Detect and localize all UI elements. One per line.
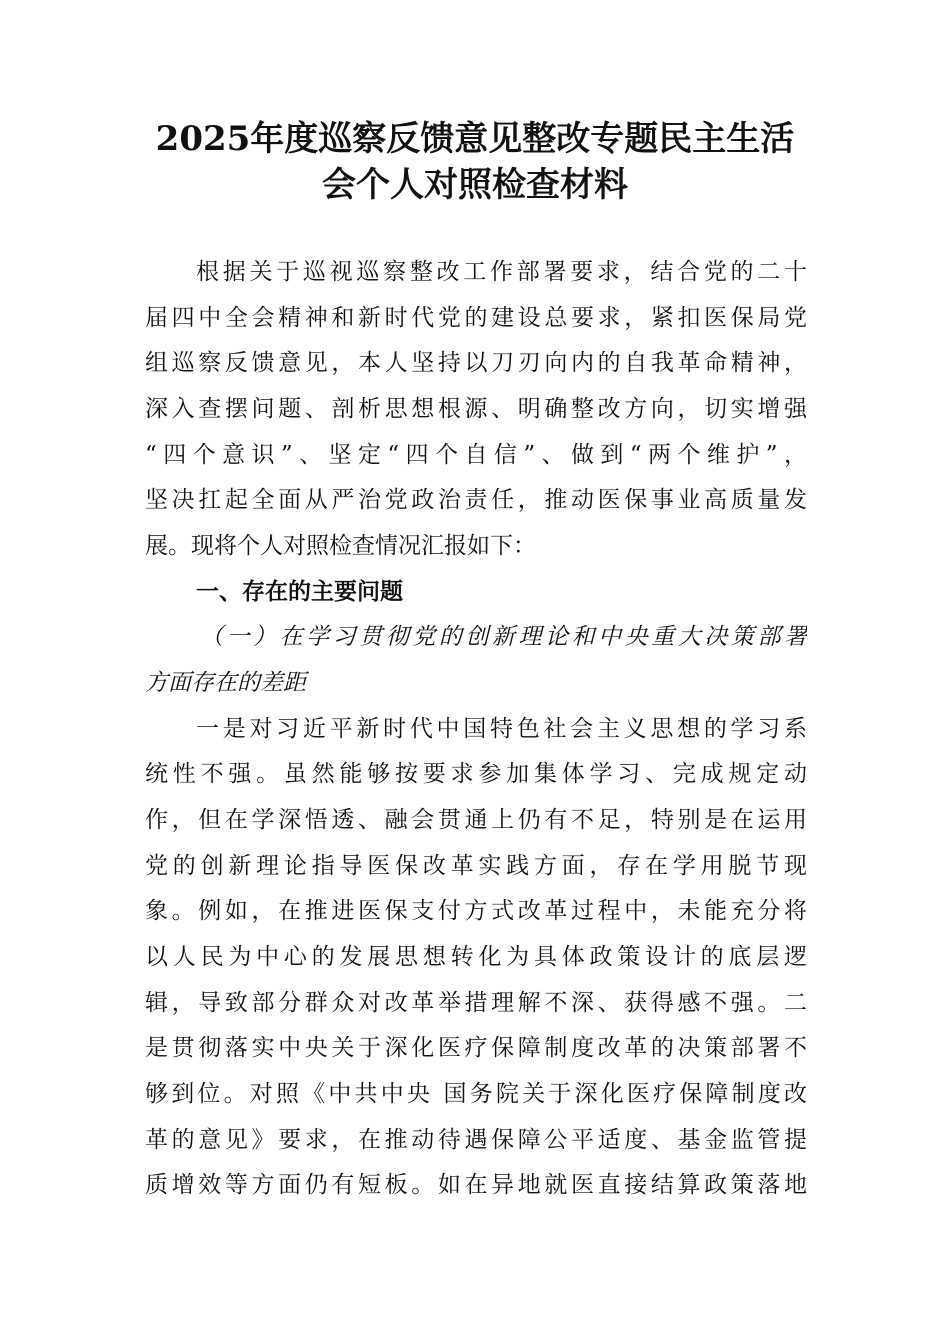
body-line: 象。例如，在推进医保支付方式改革过程中，未能充分将 — [145, 898, 807, 924]
section-heading: 一、存在的主要问题 — [196, 579, 403, 605]
body-line: 党的创新理论指导医保改革实践方面，存在学用脱节现 — [145, 853, 807, 879]
intro-line: 根据关于巡视巡察整改工作部署要求，结合党的二十 — [196, 259, 807, 285]
intro-line: 展。现将个人对照检查情况汇报如下： — [145, 533, 536, 559]
body-line: 一是对习近平新时代中国特色社会主义思想的学习系 — [196, 716, 807, 742]
intro-line: 届四中全会精神和新时代党的建设总要求，紧扣医保局党 — [145, 305, 807, 331]
subsection-heading-line: （一）在学习贯彻党的创新理论和中央重大决策部署 — [200, 624, 807, 650]
intro-line: “四个意识”、坚定“四个自信”、做到“两个维护”， — [145, 442, 807, 468]
body-line: 是贯彻落实中央关于深化医疗保障制度改革的决策部署不 — [145, 1035, 807, 1061]
body-line: 统性不强。虽然能够按要求参加集体学习、完成规定动 — [145, 761, 807, 787]
intro-line: 深入查摆问题、剖析思想根源、明确整改方向，切实增强 — [145, 396, 807, 422]
body-line: 质增效等方面仍有短板。如在异地就医直接结算政策落地 — [145, 1172, 807, 1198]
body-line: 革的意见》要求，在推动待遇保障公平适度、基金监管提 — [145, 1127, 807, 1153]
body-line: 辑，导致部分群众对改革举措理解不深、获得感不强。二 — [145, 990, 807, 1016]
body-line: 作，但在学深悟透、融会贯通上仍有不足，特别是在运用 — [145, 807, 807, 833]
intro-line: 坚决扛起全面从严治党政治责任，推动医保事业高质量发 — [145, 487, 807, 513]
body-line: 够到位。对照《中共中央 国务院关于深化医疗保障制度改 — [145, 1081, 807, 1107]
body-line: 以人民为中心的发展思想转化为具体政策设计的底层逻 — [145, 944, 807, 970]
document-title-line-2: 会个人对照检查材料 — [322, 165, 628, 205]
document-title-line-1: 2025年度巡察反馈意见整改专题民主生活 — [155, 119, 795, 159]
intro-line: 组巡察反馈意见，本人坚持以刀刃向内的自我革命精神， — [145, 350, 807, 376]
subsection-heading-line: 方面存在的差距 — [145, 670, 306, 696]
